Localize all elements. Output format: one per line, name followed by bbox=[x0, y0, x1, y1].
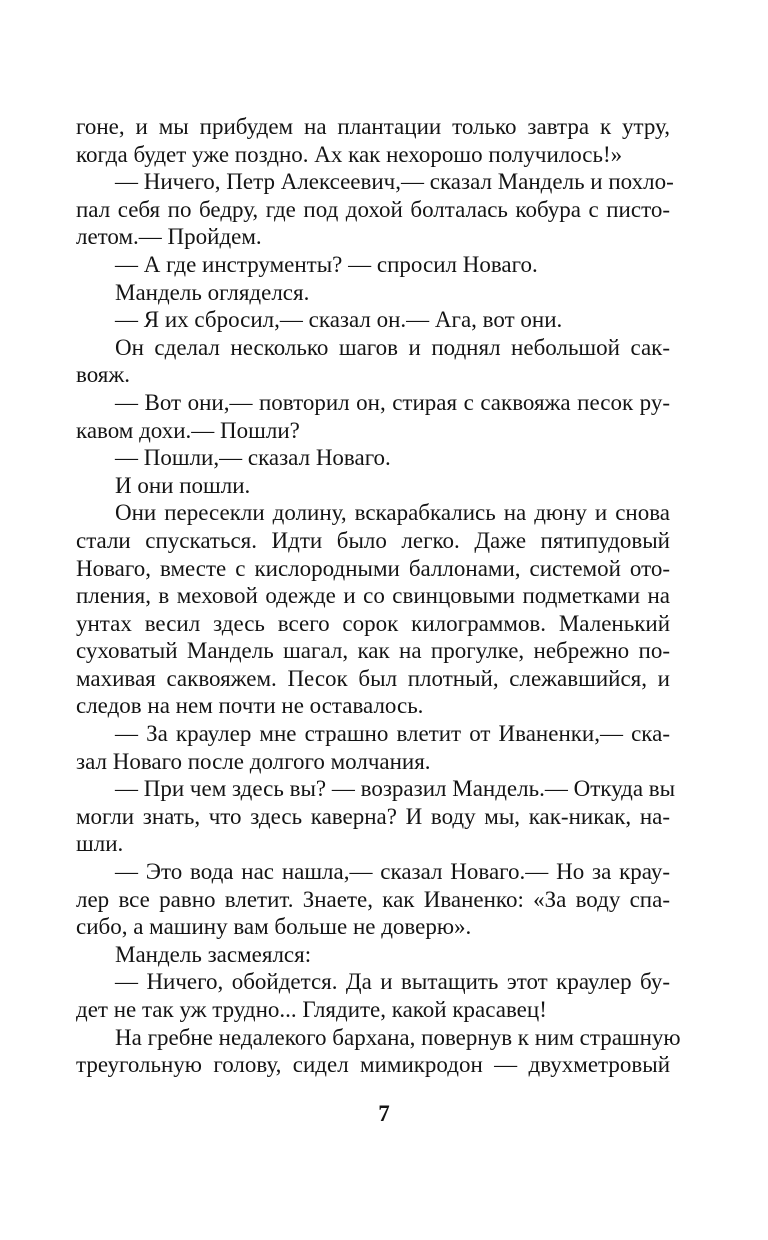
text-line-25: — При чем здесь вы? — возразил Мандель.— Откуда вы bbox=[115, 776, 676, 802]
text-line-2: когда будет уже поздно. Ах как нехорошо получилось!» bbox=[76, 141, 623, 167]
text-line-10: вояж. bbox=[76, 362, 130, 388]
text-line-23: — За краулер мне страшно влетит от Иваненки,— ска- bbox=[115, 721, 670, 747]
book-page-text bbox=[76, 113, 681, 1079]
text-line-6: — А где инструменты? — спросил Новаго. bbox=[115, 251, 538, 277]
text-line-7: Мандель огляделся. bbox=[115, 279, 310, 305]
text-line-16: стали спускаться. Идти было легко. Даже пятипудовый bbox=[76, 527, 670, 553]
text-line-3: — Ничего, Петр Алексеевич,— сказал Мандель и похло- bbox=[115, 169, 674, 195]
text-line-12: кавом дохи.— Пошли? bbox=[76, 417, 300, 443]
text-line-4: пал себя по бедру, где под дохой болталась кобура с писто- bbox=[76, 196, 670, 222]
text-line-27: шли. bbox=[76, 831, 124, 857]
text-line-35: треугольную голову, сидел мимикродон — двухметровый bbox=[76, 1052, 670, 1078]
text-line-29: лер все равно влетит. Знаете, как Иваненко: «За воду спа- bbox=[76, 886, 670, 912]
page-number: 7 bbox=[378, 1101, 390, 1126]
text-line-20: суховатый Мандель шагал, как на прогулке, небрежно по- bbox=[76, 638, 670, 664]
text-line-14: И они пошли. bbox=[115, 472, 251, 498]
text-line-21: махивая саквояжем. Песок был плотный, слежавшийся, и bbox=[76, 665, 670, 691]
text-line-1: гоне, и мы прибудем на плантации только завтра к утру, bbox=[76, 114, 670, 139]
text-line-13: — Пошли,— сказал Новаго. bbox=[115, 445, 391, 471]
text-line-19: унтах весил здесь всего сорок килограммов. Маленький bbox=[76, 610, 670, 636]
text-line-30: сибо, а машину вам больше не доверю». bbox=[76, 914, 472, 940]
text-line-24: зал Новаго после долгого молчания. bbox=[76, 748, 431, 774]
text-line-17: Новаго, вместе с кислородными баллонами, системой ото- bbox=[76, 555, 670, 581]
text-line-9: Он сделал несколько шагов и поднял небольшой сак- bbox=[115, 334, 670, 360]
text-line-18: пления, в меховой одежде и со свинцовыми подметками на bbox=[76, 583, 670, 609]
text-line-33: дет не так уж трудно... Глядите, какой красавец! bbox=[76, 997, 547, 1022]
text-line-8: — Я их сбросил,— сказал он.— Ага, вот они. bbox=[115, 307, 563, 333]
text-line-28: — Это вода нас нашла,— сказал Новаго.— Но за крау- bbox=[115, 859, 670, 885]
text-line-26: могли знать, что здесь каверна? И воду мы, как-никак, на- bbox=[76, 803, 670, 829]
text-line-11: — Вот они,— повторил он, стирая с саквояжа песок ру- bbox=[115, 389, 670, 415]
text-line-32: — Ничего, обойдется. Да и вытащить этот краулер бу- bbox=[115, 969, 670, 995]
text-line-5: летом.— Пройдем. bbox=[76, 224, 262, 250]
text-line-34: На гребне недалекого бархана, повернув к ним страшную bbox=[115, 1024, 681, 1050]
text-line-31: Мандель засмеялся: bbox=[115, 941, 312, 967]
text-line-15: Они пересекли долину, вскарабкались на дюну и снова bbox=[115, 500, 670, 526]
text-line-22: следов на нем почти не оставалось. bbox=[76, 693, 424, 719]
